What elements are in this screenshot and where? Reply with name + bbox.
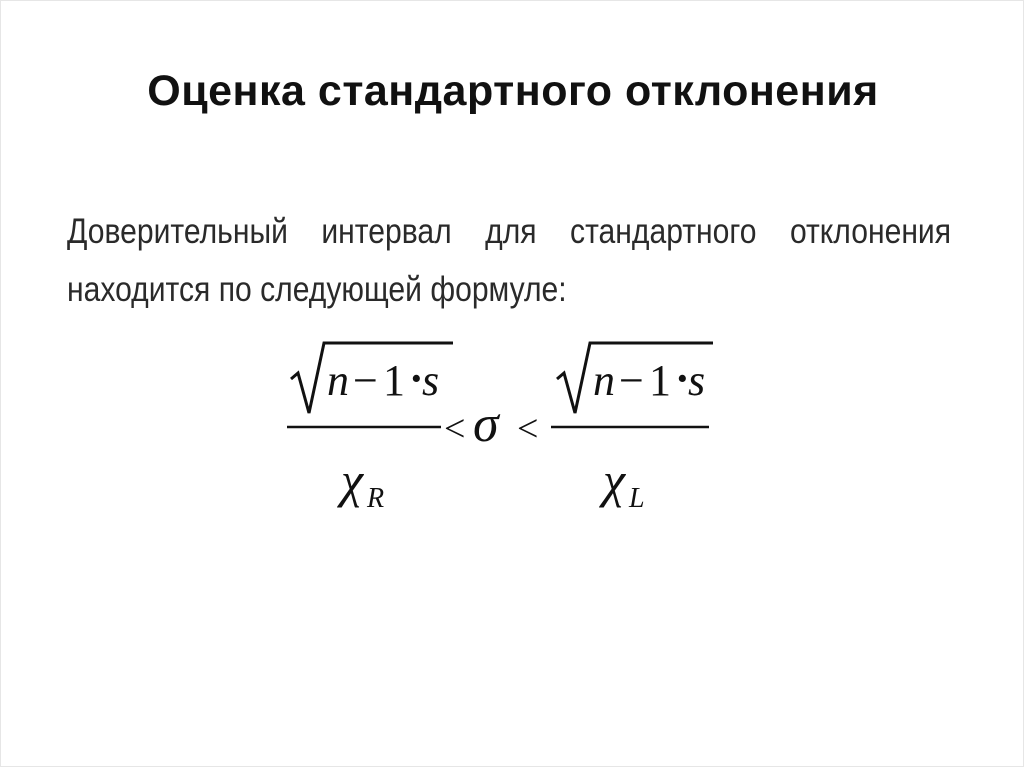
- right-numerator: [557, 343, 713, 413]
- body-word: стандартного: [570, 212, 757, 251]
- left-numerator: [291, 343, 453, 413]
- slide-title: Оценка стандартного отклонения: [147, 67, 879, 115]
- var-s: s: [422, 356, 440, 405]
- dot-operator: ·: [409, 354, 424, 403]
- var-n: n: [327, 356, 349, 405]
- body-word: Доверительный: [67, 212, 288, 251]
- subscript-r: R: [367, 483, 385, 514]
- body-word: для: [485, 212, 537, 251]
- var-s: s: [688, 356, 706, 405]
- formula-svg: [283, 331, 713, 531]
- body-word: интервал: [321, 212, 452, 251]
- number-one: 1: [649, 356, 671, 405]
- subscript-l: L: [629, 483, 645, 514]
- right-denominator: [599, 452, 645, 514]
- body-line-1: [67, 203, 951, 261]
- chi-symbol: χ: [603, 452, 625, 508]
- less-than-sign: <: [517, 408, 539, 450]
- minus-sign: −: [353, 356, 378, 405]
- number-one: 1: [383, 356, 405, 405]
- var-n: n: [593, 356, 615, 405]
- less-than-sign: <: [444, 408, 466, 450]
- sigma-symbol: σ: [473, 396, 499, 453]
- body-word: отклонения: [789, 212, 952, 251]
- dot-operator: ·: [675, 354, 690, 403]
- left-denominator: [337, 452, 384, 514]
- body-line-2: находится по следующей формуле:: [67, 270, 567, 309]
- minus-sign: −: [619, 356, 644, 405]
- chi-symbol: χ: [341, 452, 363, 508]
- body-paragraph: [67, 203, 951, 319]
- confidence-interval-formula: [283, 331, 713, 531]
